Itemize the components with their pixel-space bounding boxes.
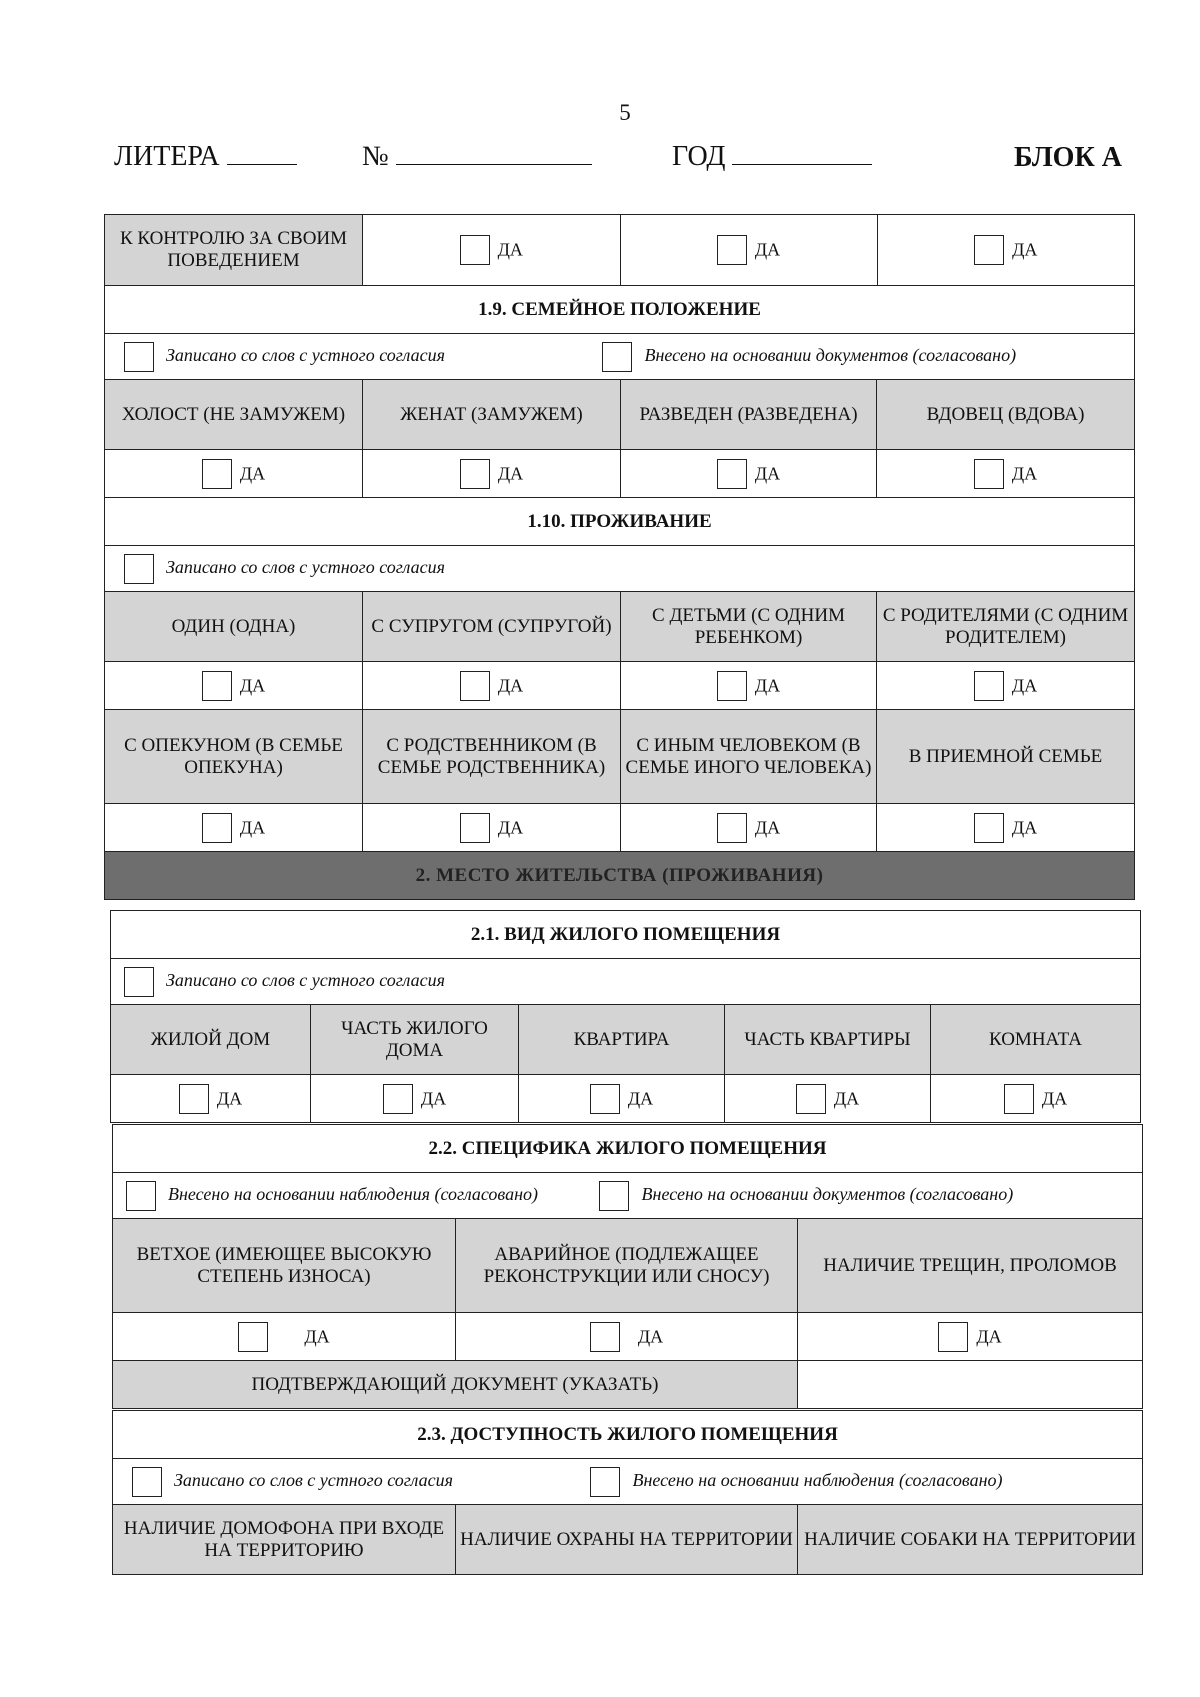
- yes-option[interactable]: ДА: [202, 671, 265, 701]
- behavior-yes-option-3[interactable]: ДА: [974, 235, 1037, 265]
- checkbox[interactable]: [717, 459, 747, 489]
- option-label: НАЛИЧИЕ ОХРАНЫ НА ТЕРРИТОРИИ: [456, 1505, 798, 1575]
- option-label: ВЕТХОЕ (ИМЕЮЩЕЕ ВЫСОКУЮ СТЕПЕНЬ ИЗНОСА): [113, 1219, 456, 1313]
- behavior-control-options: [363, 215, 1135, 286]
- option-label: С ОПЕКУНОМ (В СЕМЬЕ ОПЕКУНА): [105, 710, 363, 804]
- note-observation: Внесено на основании наблюдения (согласовано): [632, 1469, 1003, 1490]
- section-2-banner: 2. МЕСТО ЖИТЕЛЬСТВА (ПРОЖИВАНИЯ): [105, 852, 1135, 900]
- yes-option[interactable]: ДА: [383, 1084, 446, 1114]
- behavior-yes-option-2[interactable]: ДА: [717, 235, 780, 265]
- yes-option[interactable]: ДА: [460, 813, 523, 843]
- note-oral-consent: Записано со слов с устного согласия: [166, 556, 445, 577]
- confirming-document-field[interactable]: [798, 1361, 1143, 1409]
- checkbox[interactable]: [179, 1084, 209, 1114]
- number-field: [362, 138, 592, 173]
- section-2-3-title: 2.3. ДОСТУПНОСТЬ ЖИЛОГО ПОМЕЩЕНИЯ: [113, 1411, 1143, 1459]
- checkbox[interactable]: [938, 1322, 968, 1352]
- option-label: ВДОВЕЦ (ВДОВА): [877, 380, 1135, 450]
- checkbox[interactable]: [383, 1084, 413, 1114]
- option-label: КВАРТИРА: [519, 1005, 725, 1075]
- note-oral-consent: Записано со слов с устного согласия: [174, 1469, 453, 1490]
- litera-field: [114, 138, 297, 173]
- form-table-upper: [104, 214, 1135, 900]
- checkbox[interactable]: [717, 235, 747, 265]
- checkbox-observation[interactable]: [126, 1181, 156, 1211]
- checkbox[interactable]: [796, 1084, 826, 1114]
- note-oral-consent: Записано со слов с устного согласия: [166, 969, 445, 990]
- option-label: АВАРИЙНОЕ (ПОДЛЕЖАЩЕЕ РЕКОНСТРУКЦИИ ИЛИ СНОСУ): [456, 1219, 798, 1313]
- yes-option[interactable]: ДА: [974, 813, 1037, 843]
- number-input-line[interactable]: [396, 138, 592, 165]
- checkbox[interactable]: [202, 813, 232, 843]
- litera-label: ЛИТЕРА: [114, 141, 220, 172]
- checkbox[interactable]: [238, 1322, 268, 1352]
- section-1-10-notes: [105, 546, 1135, 592]
- section-2-2-title: 2.2. СПЕЦИФИКА ЖИЛОГО ПОМЕЩЕНИЯ: [113, 1125, 1143, 1173]
- note-oral-consent: Записано со слов с устного согласия: [166, 344, 445, 365]
- option-label: ЧАСТЬ КВАРТИРЫ: [725, 1005, 931, 1075]
- option-label: С РОДСТВЕННИКОМ (В СЕМЬЕ РОДСТВЕННИКА): [363, 710, 621, 804]
- option-label: ЧАСТЬ ЖИЛОГО ДОМА: [311, 1005, 519, 1075]
- litera-input-line[interactable]: [227, 138, 297, 165]
- checkbox-oral-consent[interactable]: [124, 967, 154, 997]
- checkbox-oral-consent[interactable]: [124, 342, 154, 372]
- option-label: ЖЕНАТ (ЗАМУЖЕМ): [363, 380, 621, 450]
- form-table-2-3: [112, 1410, 1143, 1575]
- checkbox[interactable]: [590, 1084, 620, 1114]
- option-label: НАЛИЧИЕ СОБАКИ НА ТЕРРИТОРИИ: [798, 1505, 1143, 1575]
- yes-option[interactable]: ДА: [590, 1084, 653, 1114]
- confirming-document-label: ПОДТВЕРЖДАЮЩИЙ ДОКУМЕНТ (УКАЗАТЬ): [113, 1361, 798, 1409]
- option-label: КОМНАТА: [931, 1005, 1141, 1075]
- section-1-9-title: 1.9. СЕМЕЙНОЕ ПОЛОЖЕНИЕ: [105, 286, 1135, 334]
- yes-option[interactable]: ДА: [460, 459, 523, 489]
- option-label: РАЗВЕДЕН (РАЗВЕДЕНА): [621, 380, 877, 450]
- yes-option[interactable]: ДА: [460, 671, 523, 701]
- checkbox[interactable]: [460, 671, 490, 701]
- option-label: В ПРИЕМНОЙ СЕМЬЕ: [877, 710, 1135, 804]
- yes-option[interactable]: ДА: [238, 1322, 329, 1352]
- note-observation: Внесено на основании наблюдения (согласовано): [168, 1183, 539, 1204]
- yes-option[interactable]: ДА: [202, 813, 265, 843]
- behavior-control-label: К КОНТРОЛЮ ЗА СВОИМ ПОВЕДЕНИЕМ: [105, 215, 363, 286]
- section-2-2-notes: [113, 1173, 1143, 1219]
- checkbox-oral-consent[interactable]: [124, 554, 154, 584]
- option-label: НАЛИЧИЕ ДОМОФОНА ПРИ ВХОДЕ НА ТЕРРИТОРИЮ: [113, 1505, 456, 1575]
- checkbox[interactable]: [1004, 1084, 1034, 1114]
- checkbox[interactable]: [460, 813, 490, 843]
- form-table-2-2: [112, 1124, 1143, 1409]
- section-2-1-title: 2.1. ВИД ЖИЛОГО ПОМЕЩЕНИЯ: [111, 911, 1141, 959]
- section-1-9-notes: [105, 334, 1135, 380]
- number-label: №: [362, 141, 389, 172]
- section-1-10-title: 1.10. ПРОЖИВАНИЕ: [105, 498, 1135, 546]
- checkbox[interactable]: [717, 671, 747, 701]
- checkbox-documents[interactable]: [599, 1181, 629, 1211]
- checkbox-documents[interactable]: [602, 342, 632, 372]
- checkbox[interactable]: [460, 235, 490, 265]
- block-title: БЛОК А: [1014, 142, 1122, 173]
- yes-option[interactable]: ДА: [974, 671, 1037, 701]
- section-2-1-notes: [111, 959, 1141, 1005]
- yes-option[interactable]: ДА: [796, 1084, 859, 1114]
- checkbox[interactable]: [974, 813, 1004, 843]
- yes-option[interactable]: ДА: [717, 813, 780, 843]
- option-label: С РОДИТЕЛЯМИ (С ОДНИМ РОДИТЕЛЕМ): [877, 592, 1135, 662]
- form-table-2-1: [110, 910, 1141, 1123]
- yes-option[interactable]: ДА: [717, 671, 780, 701]
- option-label: С ДЕТЬМИ (С ОДНИМ РЕБЕНКОМ): [621, 592, 877, 662]
- note-documents: Внесено на основании документов (согласовано): [641, 1183, 1014, 1204]
- checkbox[interactable]: [460, 459, 490, 489]
- checkbox-observation[interactable]: [590, 1467, 620, 1497]
- yes-option[interactable]: ДА: [717, 459, 780, 489]
- option-label: ЖИЛОЙ ДОМ: [111, 1005, 311, 1075]
- option-label: ОДИН (ОДНА): [105, 592, 363, 662]
- option-label: ХОЛОСТ (НЕ ЗАМУЖЕМ): [105, 380, 363, 450]
- yes-option[interactable]: ДА: [590, 1322, 663, 1352]
- option-label: С СУПРУГОМ (СУПРУГОЙ): [363, 592, 621, 662]
- note-documents: Внесено на основании документов (согласовано): [644, 344, 1017, 365]
- checkbox[interactable]: [717, 813, 747, 843]
- checkbox[interactable]: [202, 459, 232, 489]
- yes-option[interactable]: ДА: [1004, 1084, 1067, 1114]
- checkbox[interactable]: [974, 235, 1004, 265]
- yes-option[interactable]: ДА: [938, 1322, 1001, 1352]
- section-2-3-notes: [113, 1459, 1143, 1505]
- option-label: НАЛИЧИЕ ТРЕЩИН, ПРОЛОМОВ: [798, 1219, 1143, 1313]
- checkbox-oral-consent[interactable]: [132, 1467, 162, 1497]
- year-field: [672, 138, 872, 173]
- checkbox[interactable]: [974, 671, 1004, 701]
- checkbox[interactable]: [590, 1322, 620, 1352]
- yes-option[interactable]: ДА: [202, 459, 265, 489]
- yes-option[interactable]: ДА: [179, 1084, 242, 1114]
- year-input-line[interactable]: [732, 138, 872, 165]
- checkbox[interactable]: [974, 459, 1004, 489]
- yes-option[interactable]: ДА: [974, 459, 1037, 489]
- checkbox[interactable]: [202, 671, 232, 701]
- behavior-yes-option-1[interactable]: ДА: [460, 235, 523, 265]
- year-label: ГОД: [672, 141, 726, 172]
- page-number: 5: [619, 100, 631, 125]
- option-label: С ИНЫМ ЧЕЛОВЕКОМ (В СЕМЬЕ ИНОГО ЧЕЛОВЕКА): [621, 710, 877, 804]
